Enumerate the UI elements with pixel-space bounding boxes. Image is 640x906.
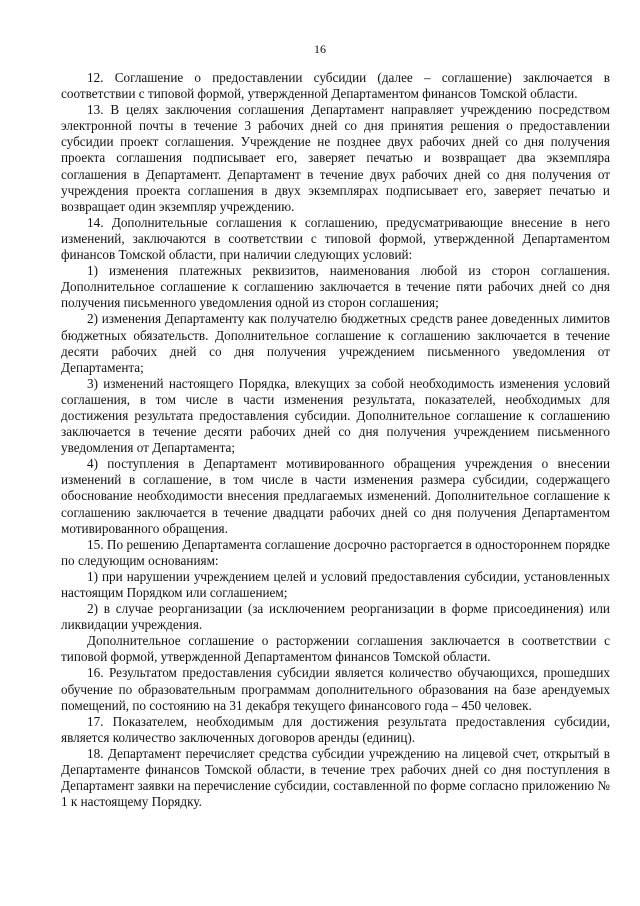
paragraph-12: 12. Соглашение о предоставлении субсидии (далее – соглашение) заключается в соответствии с типовой формой, утвержденной Департаментом финансов Томской области. [61, 70, 610, 102]
paragraph-18: 18. Департамент перечисляет средства субсидии учреждению на лицевой счет, открытый в Департаменте финансов Томской области, в течение трех рабочих дней со дня поступления в Департамент заявки на перечисление субсидии, составленной по форме согласно приложению № 1 к настоящему Порядку. [61, 745, 610, 810]
paragraph-13: 13. В целях заключения соглашения Департамент направляет учреждению посредством электронной почты в течение 3 рабочих дней со дня принятия решения о предоставлении субсидии проект соглашения. Учреждение не позднее двух рабочих дней со дня получения проекта соглашения подписывает его, заверяет печатью и возвращает два экземпляра соглашения в Департамент. Департамент в течение двух рабочих дней со дня получения от учреждения проекта соглашения в двух экземплярах подписывает его, заверяет печатью и возвращает один экземпляр учреждению. [61, 102, 610, 214]
paragraph-14-item-3: 3) изменений настоящего Порядка, влекущих за собой необходимость изменения условий соглашения, в том числе в части изменения результата, показателей, необходимых для достижения результата предоставления субсидии. Дополнительное соглашение к соглашению заключается в течение десяти рабочих дней со дня получения учреждением письменного уведомления от Департамента; [61, 375, 610, 456]
paragraph-15: 15. По решению Департамента соглашение досрочно расторгается в одностороннем порядке по следующим основаниям: [61, 536, 610, 568]
paragraph-14: 14. Дополнительные соглашения к соглашению, предусматривающие внесение в него изменений, заключаются в соответствии с типовой формой, утвержденной Департаментом финансов Томской области, при наличии следующих условий: [61, 214, 610, 263]
paragraph-17: 17. Показателем, необходимым для достижения результата предоставления субсидии, является количество заключенных договоров аренды (единиц). [61, 713, 610, 745]
paragraph-14-item-2: 2) изменения Департаменту как получателю бюджетных средств ранее доведенных лимитов бюджетных обязательств. Дополнительное соглашение к соглашению заключается в течение десяти рабочих дней со дня получения учреждением письменного уведомления от Департамента; [61, 311, 610, 375]
page-number: 16 [314, 42, 326, 56]
document-body [61, 70, 610, 810]
paragraph-15-note: Дополнительное соглашение о расторжении соглашения заключается в соответствии с типовой формой, утвержденной Департаментом финансов Томской области. [61, 633, 610, 665]
paragraph-16: 16. Результатом предоставления субсидии является количество обучающихся, прошедших обучение по образовательным программам дополнительного образования на базе арендуемых помещений, по состоянию на 31 декабря текущего финансового года – 450 человек. [61, 665, 610, 713]
paragraph-15-item-1: 1) при нарушении учреждением целей и условий предоставления субсидии, установленных настоящим Порядком или соглашением; [61, 568, 610, 600]
paragraph-14-item-1: 1) изменения платежных реквизитов, наименования любой из сторон соглашения. Дополнительное соглашение к соглашению заключается в течение пяти рабочих дней со дня получения письменного уведомления одной из сторон соглашения; [61, 263, 610, 311]
paragraph-15-item-2: 2) в случае реорганизации (за исключением реорганизации в форме присоединения) или ликвидации учреждения. [61, 601, 610, 633]
paragraph-14-item-4: 4) поступления в Департамент мотивированного обращения учреждения о внесении изменений в соглашение, в том числе в части изменения размера субсидии, содержащего обоснование необходимости внесения предлагаемых изменений. Дополнительное соглашение к соглашению заключается в течение двадцати рабочих дней со дня получения Департаментом мотивированного обращения. [61, 456, 610, 536]
